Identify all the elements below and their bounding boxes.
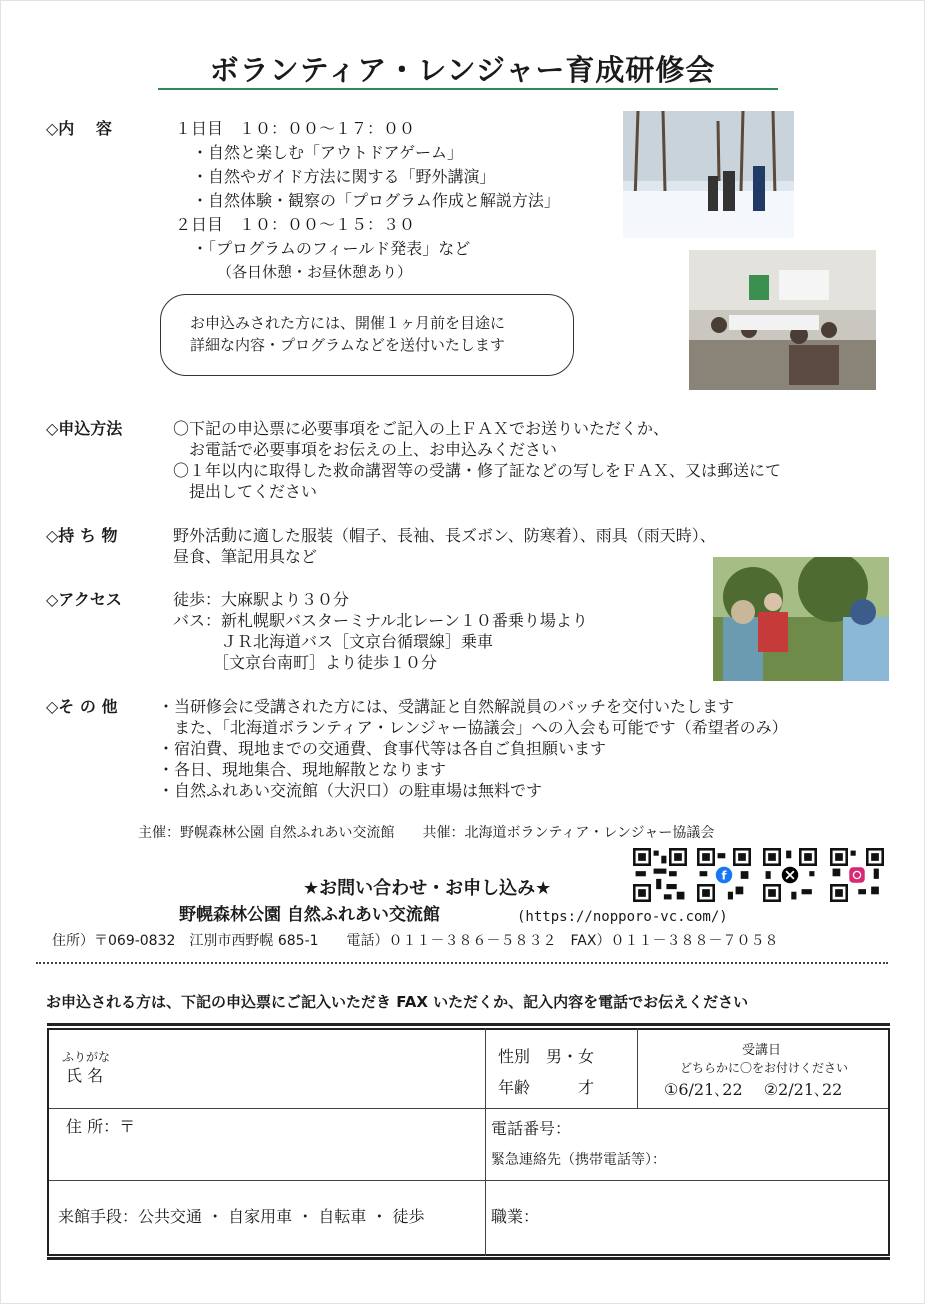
x-icon[interactable] bbox=[763, 848, 817, 902]
other-line: また、「北海道ボランティア・レンジャー協議会」への入会も可能です（希望者のみ） bbox=[158, 718, 788, 737]
cut-line bbox=[36, 962, 888, 964]
application-line: 〇１年以内に取得した救命講習等の受講・修了証などの写しをＦＡＸ、又は郵送にて bbox=[173, 461, 782, 480]
title-underline bbox=[158, 88, 778, 90]
facebook-icon[interactable] bbox=[697, 848, 751, 902]
other-line: ・宿泊費、現地までの交通費、食事代等は各自ご負担願います bbox=[158, 739, 607, 758]
gender-field[interactable]: 性別 男・女 bbox=[498, 1047, 595, 1066]
application-line: お電話で必要事項をお伝えの上、お申込みください bbox=[173, 440, 558, 459]
course-date-note: どちらかに〇をお付けください bbox=[680, 1061, 849, 1075]
instagram-icon[interactable] bbox=[830, 848, 884, 902]
name-field[interactable]: 氏 名 bbox=[66, 1066, 104, 1085]
day1-time: １日目 １０：００～１７：００ bbox=[175, 119, 416, 138]
other-line: ・自然ふれあい交流館（大沢口）の駐車場は無料です bbox=[158, 781, 543, 800]
furigana-label: ふりがな bbox=[62, 1050, 111, 1064]
notice-line: お申込みされた方には、開催１ヶ月前を目途に bbox=[190, 314, 506, 332]
belongings-line: 昼食、筆記用具など bbox=[173, 547, 318, 566]
page-title: ボランティア・レンジャー育成研修会 bbox=[209, 53, 716, 87]
form-divider bbox=[49, 1108, 888, 1109]
day2-item: ・「プログラムのフィールド発表」など bbox=[192, 239, 471, 258]
contact-org: 野幌森林公園 自然ふれあい交流館 bbox=[179, 905, 440, 925]
day1-item: ・自然と楽しむ「アウトドアゲーム」 bbox=[192, 143, 464, 162]
emergency-contact-field[interactable]: 緊急連絡先（携帯電話等）： bbox=[491, 1152, 666, 1168]
other-line: ・各日、現地集合、現地解散となります bbox=[158, 760, 447, 779]
organizer-credits: 主催：野幌森林公園 自然ふれあい交流館 共催：北海道ボランティア・レンジャー協議会 bbox=[138, 825, 715, 841]
application-label: ◇申込方法 bbox=[46, 419, 123, 438]
form-intro: お申込される方は、下記の申込票にご記入いただき FAX いただくか、記入内容を電話でお伝えください bbox=[46, 993, 749, 1011]
day1-item: ・自然体験・観察の「プログラム作成と解説方法」 bbox=[192, 191, 560, 210]
other-line: ・当研修会に受講された方には、受講証と自然解説員のバッチを交付いたします bbox=[158, 697, 735, 716]
access-label: ◇アクセス bbox=[46, 590, 122, 609]
belongings-line: 野外活動に適した服装（帽子、長袖、長ズボン、防寒着）、雨具（雨天時）、 bbox=[173, 526, 716, 545]
contact-address: 住所）〒069-0832 江別市西野幌 685-1 電話）０１１－３８６－５８３２ FAX）０１１－３８８－７０５８ bbox=[52, 933, 779, 949]
svg-text:f: f bbox=[721, 868, 727, 883]
form-bottom-rule bbox=[47, 1257, 890, 1260]
occupation-field[interactable]: 職業： bbox=[491, 1207, 540, 1226]
address-field[interactable]: 住 所：〒 bbox=[66, 1117, 136, 1136]
form-divider bbox=[637, 1028, 638, 1108]
application-line: 〇下記の申込票に必要事項をご記入の上ＦＡＸでお送りいただくか、 bbox=[173, 419, 670, 438]
contact-url[interactable]: (https://nopporo-vc.com/) bbox=[517, 909, 728, 925]
course-date-options[interactable]: ①6/21､22 ②2/21､22 bbox=[664, 1080, 843, 1099]
contact-heading: ★お問い合わせ・お申し込み★ bbox=[303, 878, 552, 899]
other-label: ◇そ の 他 bbox=[46, 697, 118, 716]
notice-line: 詳細な内容・プログラムなどを送付いたします bbox=[190, 336, 505, 354]
break-note: （各日休憩・お昼休憩あり） bbox=[217, 263, 413, 281]
contents-label: ◇内 容 bbox=[46, 119, 112, 138]
transport-field[interactable]: 来館手段：公共交通 ・ 自家用車 ・ 自転車 ・ 徒歩 bbox=[58, 1207, 425, 1226]
course-date-title: 受講日 bbox=[742, 1043, 782, 1058]
classroom-photo bbox=[689, 250, 876, 390]
form-top-rule bbox=[47, 1023, 890, 1026]
access-line: ＪＲ北海道バス［文京台循環線］乗車 bbox=[173, 632, 494, 651]
day2-time: ２日目 １０：００～１５：３０ bbox=[175, 215, 416, 234]
snow-field-photo bbox=[623, 111, 794, 238]
access-line: バス：新札幌駅バスターミナル北レーン１０番乗り場より bbox=[173, 611, 588, 630]
form-divider bbox=[485, 1028, 486, 1256]
form-divider bbox=[49, 1180, 888, 1181]
age-field[interactable]: 年齢 才 bbox=[498, 1078, 595, 1097]
application-line: 提出してください bbox=[173, 482, 318, 501]
day1-item: ・自然やガイド方法に関する「野外講演」 bbox=[192, 167, 496, 186]
phone-field[interactable]: 電話番号： bbox=[491, 1119, 572, 1138]
qr-code-icon[interactable] bbox=[633, 848, 687, 902]
access-line: ［文京台南町］より徒歩１０分 bbox=[173, 653, 438, 672]
belongings-label: ◇持 ち 物 bbox=[46, 526, 118, 545]
access-line: 徒歩：大麻駅より３０分 bbox=[173, 590, 350, 609]
forest-activity-photo bbox=[713, 557, 889, 681]
